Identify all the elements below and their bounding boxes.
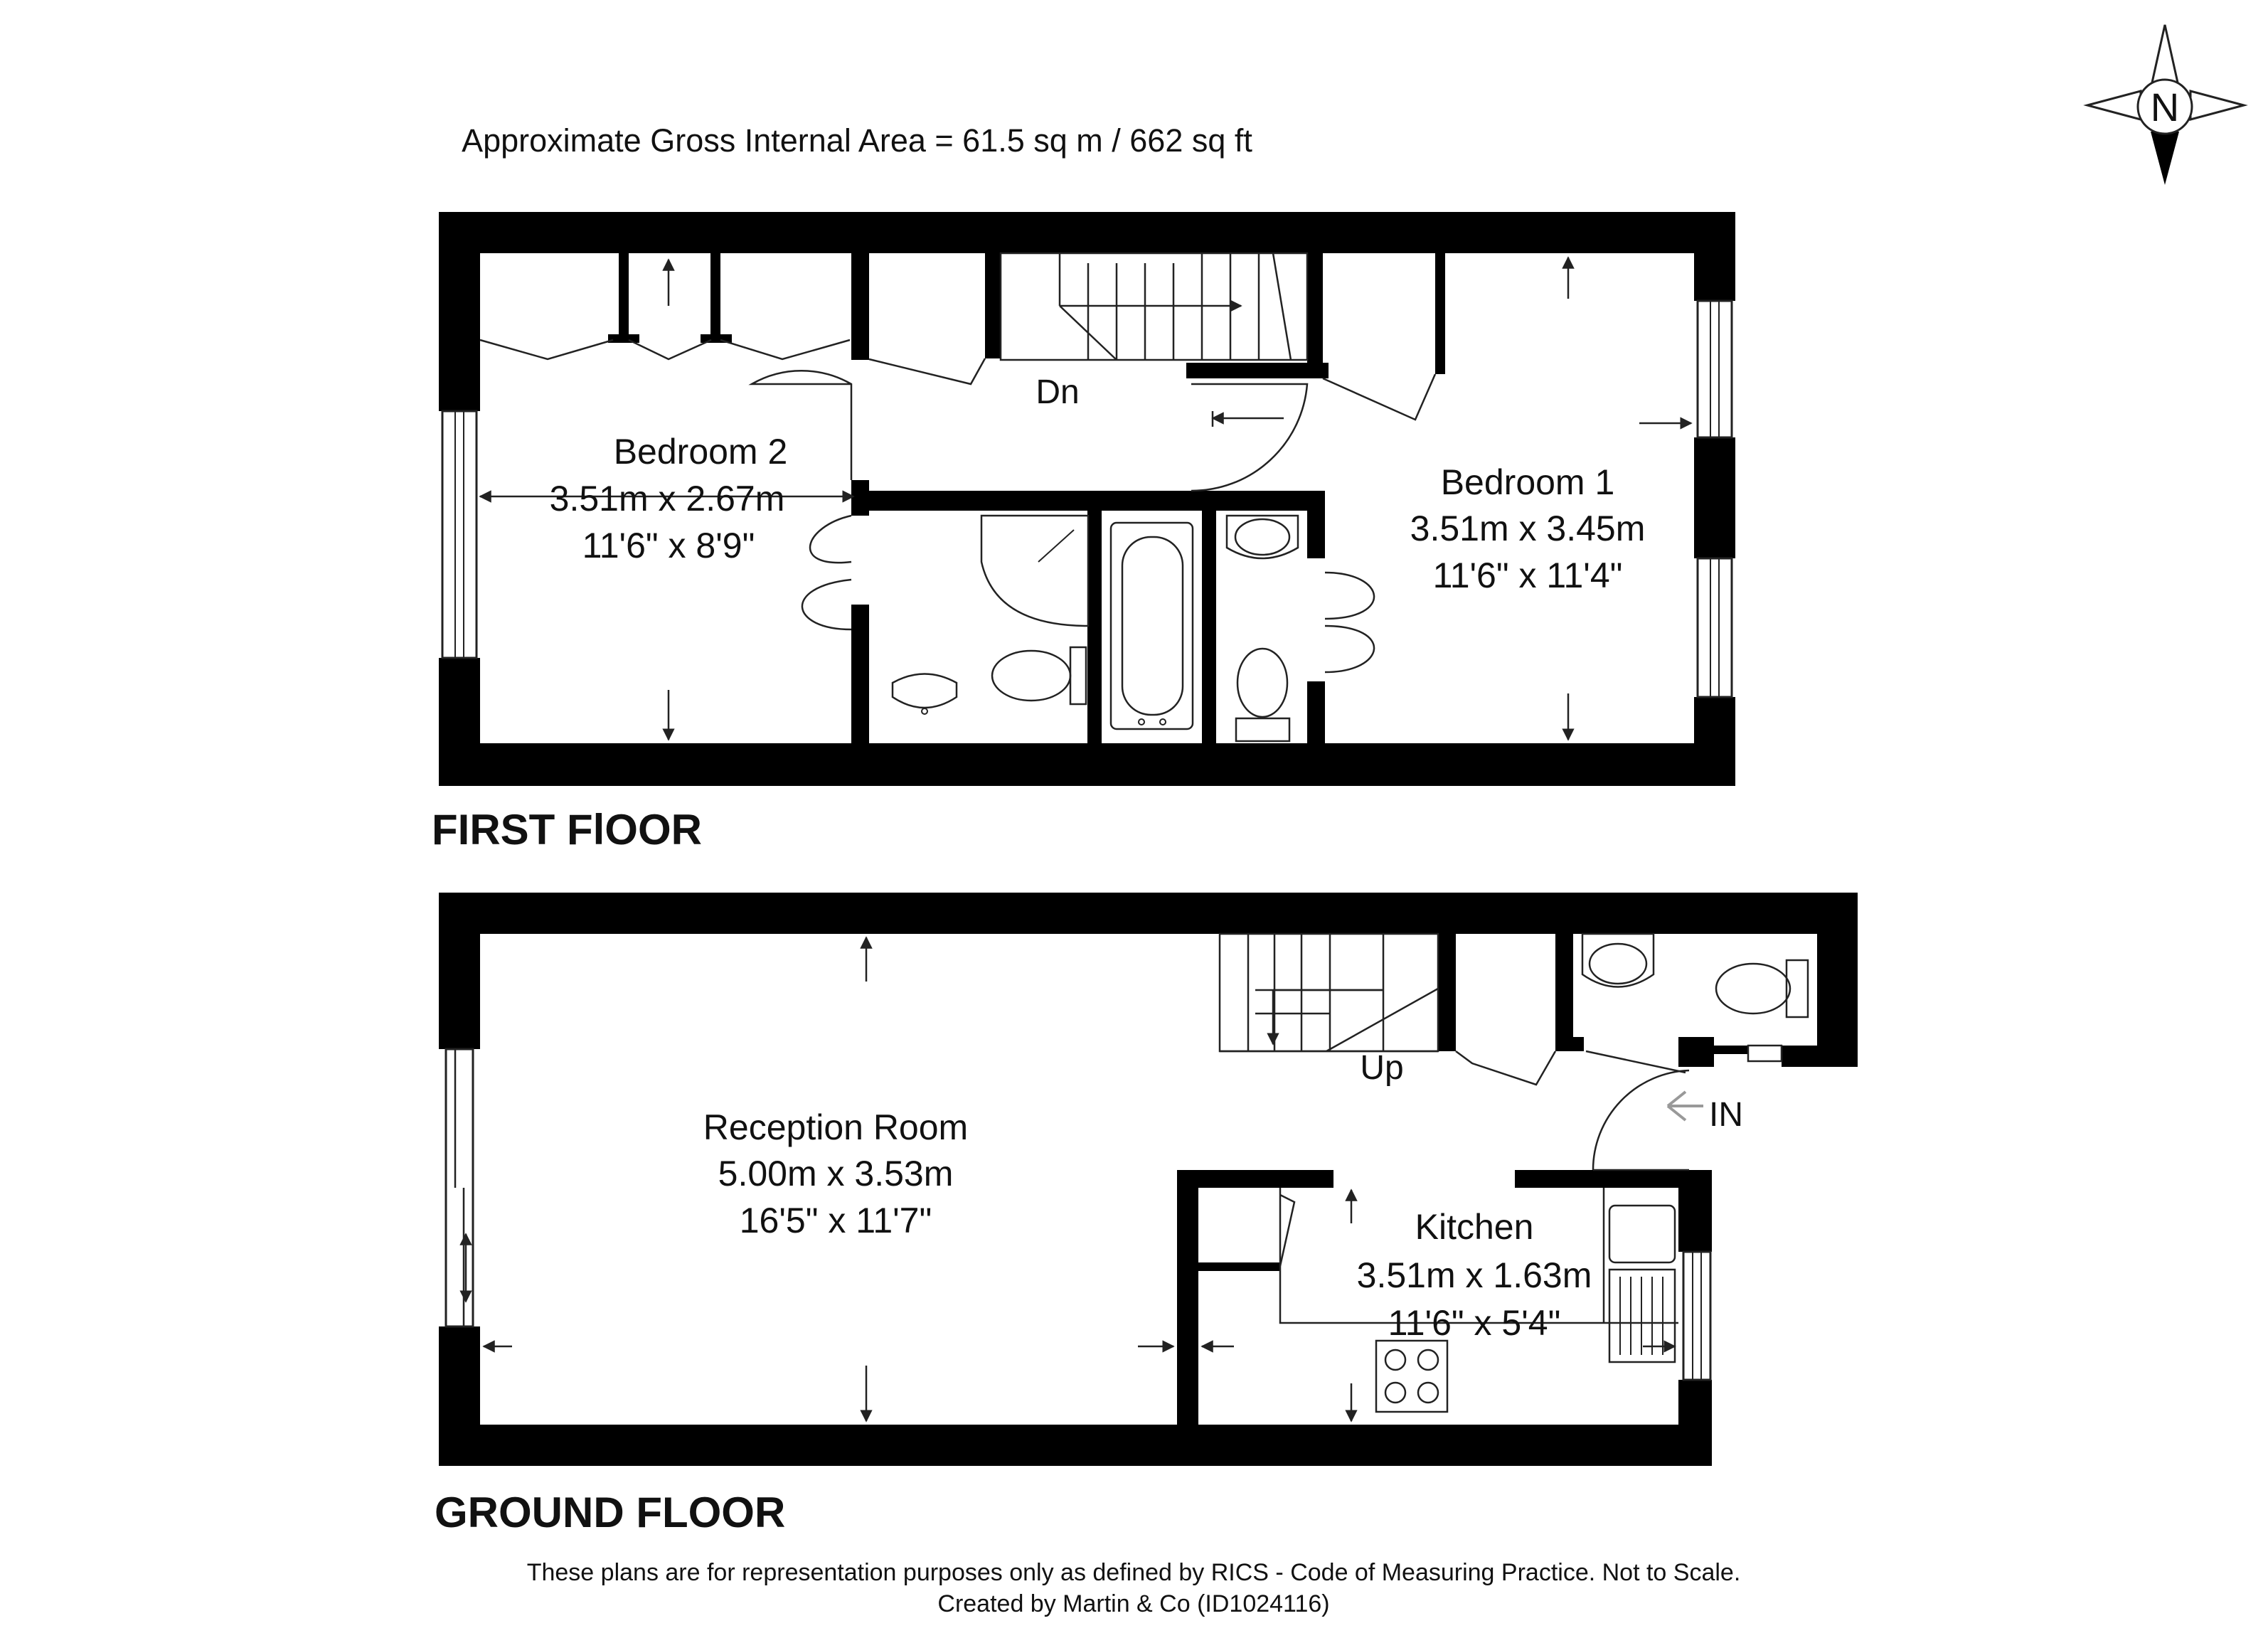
room-metric: 3.51m x 1.63m [1356, 1255, 1592, 1295]
room-imperial: 16'5" x 11'7" [739, 1201, 932, 1240]
compass-north-label: N [2150, 85, 2180, 129]
ground-floor-title: GROUND FLOOR [435, 1489, 786, 1536]
first-floor-title: FIRST FlOOR [432, 806, 702, 853]
room-imperial: 11'6" x 11'4" [1432, 555, 1623, 595]
room-metric: 5.00m x 3.53m [718, 1154, 954, 1193]
room-name: Bedroom 2 [613, 432, 788, 472]
hob-icon [1376, 1341, 1447, 1412]
room-bedroom-2 [550, 432, 788, 565]
room-bedroom-1 [1410, 462, 1646, 595]
first-floor-stairs-label: Dn [1035, 373, 1080, 411]
ground-floor-stairs-label: Up [1360, 1049, 1404, 1087]
entrance-label: IN [1709, 1096, 1743, 1134]
room-metric: 3.51m x 3.45m [1410, 509, 1646, 548]
gross-area-text: Approximate Gross Internal Area = 61.5 sq m / 662 sq ft [462, 122, 1252, 159]
room-kitchen [1357, 1207, 1592, 1343]
room-imperial: 11'6" x 8'9" [582, 526, 755, 565]
room-imperial: 11'6" x 5'4" [1388, 1303, 1561, 1343]
room-name: Bedroom 1 [1440, 462, 1615, 502]
room-name: Reception Room [703, 1107, 969, 1147]
ground-floor-stairs [1220, 934, 1438, 1051]
north-arrow-icon [2087, 25, 2244, 185]
room-reception [703, 1107, 968, 1240]
room-metric: 3.51m x 2.67m [549, 479, 785, 518]
room-name: Kitchen [1415, 1207, 1534, 1247]
ground-floor-plan [439, 893, 1858, 1466]
footer-disclaimer: These plans are for representation purposes only as defined by RICS - Code of Measuring Practice. Not to Scale. [526, 1559, 1741, 1586]
entrance-arrow-icon [1668, 1092, 1703, 1120]
footer-credit: Created by Martin & Co (ID1024116) [937, 1590, 1330, 1617]
first-floor-stairs [1001, 253, 1307, 360]
first-floor-plan [439, 212, 1735, 786]
